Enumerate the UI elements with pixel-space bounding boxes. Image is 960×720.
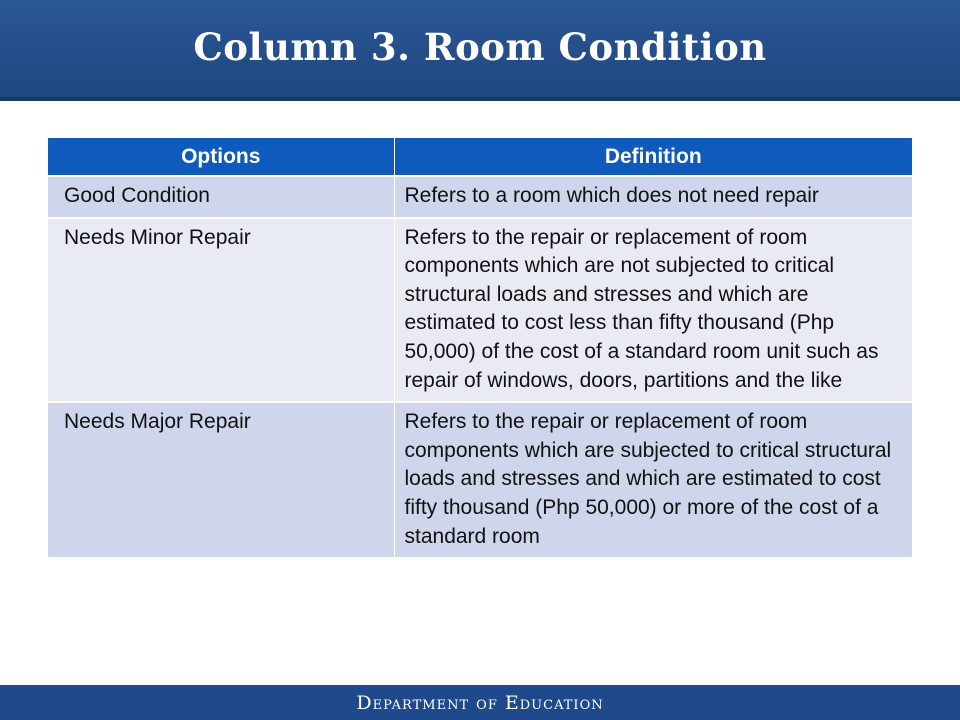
table-header-row: [48, 138, 912, 176]
column-header-definition: Definition: [394, 138, 912, 176]
option-cell: Needs Minor Repair: [48, 218, 394, 403]
footer-bar: [0, 685, 960, 720]
table-row: [48, 402, 912, 557]
table-row: [48, 176, 912, 218]
room-condition-table: [48, 138, 912, 557]
title-bar: [0, 0, 960, 101]
column-header-options: Options: [48, 138, 394, 176]
slide-title: Column 3. Room Condition: [193, 24, 767, 69]
definition-cell: Refers to a room which does not need repair: [394, 176, 912, 218]
definition-cell: Refers to the repair or replacement of room components which are subjected to critical structural loads and stresses and which are estimated to cost fifty thousand (Php 50,000) or more of the cost of a standard room: [394, 402, 912, 557]
option-cell: Needs Major Repair: [48, 402, 394, 557]
definition-cell: Refers to the repair or replacement of room components which are not subjected to critical structural loads and stresses and which are estimated to cost less than fifty thousand (Php 50,000) of the cost of a standard room unit such as repair of windows, doors, partitions and the like: [394, 218, 912, 403]
footer-department-name: Department of Education: [356, 691, 604, 714]
option-cell: Good Condition: [48, 176, 394, 218]
table-row: [48, 218, 912, 403]
